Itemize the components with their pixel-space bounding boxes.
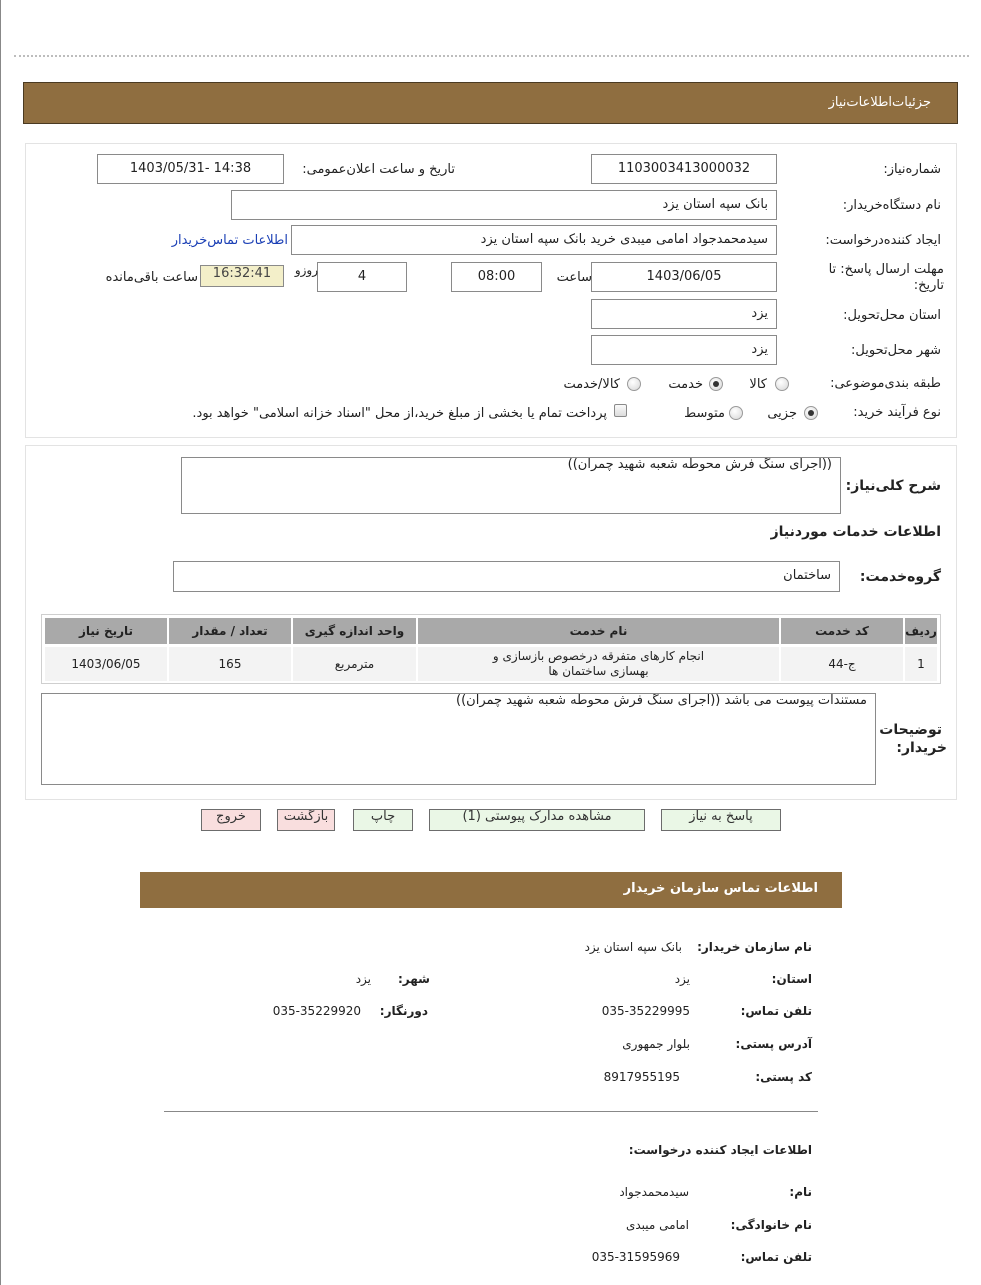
table-cell-row-number: 1 — [905, 647, 937, 681]
treasury-checkbox[interactable] — [614, 404, 627, 417]
contact-address-label: آدرس پستی: — [735, 1037, 812, 1051]
table-cell-need-date: 1403/06/05 — [45, 647, 167, 681]
buyer-org-label: نام دستگاه‌خریدار: — [842, 198, 941, 213]
contact-phone-label: تلفن تماس: — [740, 1004, 812, 1018]
buyer-org-field: بانک سپه استان یزد — [231, 190, 777, 220]
contact-province-value: یزد — [674, 972, 690, 986]
process-option-minor: جزیی — [767, 406, 797, 421]
contact-postal-label: کد پستی: — [755, 1070, 812, 1084]
announce-field: 1403/05/31- 14:38 — [97, 154, 284, 184]
announce-label: تاریخ و ساعت اعلان‌عمومی: — [302, 162, 455, 177]
service-table — [41, 614, 941, 684]
contact-city-value: یزد — [355, 972, 371, 986]
deadline-date-field: 1403/06/05 — [591, 262, 777, 292]
table-cell-quantity: 165 — [169, 647, 291, 681]
creator-info-title: اطلاعات ایجاد کننده درخواست: — [628, 1143, 812, 1157]
need-number-label: شماره‌نیاز: — [883, 162, 941, 177]
top-dotted-divider — [14, 55, 969, 57]
buyer-contact-link[interactable]: اطلاعات تماس‌خریدار — [171, 233, 288, 248]
contact-province-label: استان: — [771, 972, 812, 986]
creator-name-value: سیدمحمدجواد — [619, 1185, 689, 1199]
table-header-quantity: تعداد / مقدار — [169, 618, 291, 644]
service-name-line2: بهسازی ساختمان ها — [548, 664, 649, 678]
table-header-service-name: نام خدمت — [418, 618, 779, 644]
page-header — [23, 82, 958, 124]
contact-org-value: بانک سپه استان یزد — [584, 940, 682, 954]
province-field: یزد — [591, 299, 777, 329]
creator-name-label: نام: — [789, 1185, 812, 1199]
process-radio-minor[interactable] — [804, 406, 818, 420]
table-cell-unit: مترمربع — [293, 647, 416, 681]
table-header-need-date: تاریخ نیاز — [45, 618, 167, 644]
creator-phone-label: تلفن تماس: — [740, 1250, 812, 1264]
general-description-label: شرح کلی‌نیاز: — [845, 478, 941, 494]
category-radio-service[interactable] — [709, 377, 723, 391]
deadline-label: مهلت ارسال پاسخ: تا تاریخ: — [828, 262, 944, 293]
payment-note: پرداخت تمام یا بخشی از مبلغ خرید،از محل "اسناد خزانه اسلامی" خواهد بود. — [192, 406, 607, 421]
days-field: 4 — [317, 262, 407, 292]
contact-fax-value: 035-35229920 — [272, 1004, 361, 1018]
category-option-service: خدمت — [668, 377, 703, 392]
buyer-contact-title: اطلاعات تماس سازمان خریدار — [623, 881, 818, 896]
remaining-time-field: 16:32:41 — [200, 265, 284, 287]
process-label: نوع فرآیند خرید: — [853, 405, 941, 420]
buyer-notes-label-line1: توضیحات — [879, 722, 942, 738]
days-label: روزو — [294, 263, 318, 277]
contact-org-label: نام سازمان خریدار: — [697, 940, 812, 954]
exit-button[interactable]: خروج — [201, 809, 261, 831]
category-radio-goods-service[interactable] — [627, 377, 641, 391]
contact-address-value: بلوار جمهوری — [622, 1037, 690, 1051]
province-label: استان محل‌تحویل: — [843, 308, 941, 323]
services-section-title: اطلاعات خدمات مورد‌نیاز — [770, 524, 941, 540]
contact-divider — [164, 1111, 818, 1112]
buyer-contact-header — [140, 872, 842, 908]
contact-phone-value: 035-35229995 — [601, 1004, 690, 1018]
general-description-field: ((اجرای سنگ فرش محوطه شعبه شهید چمران)) — [181, 457, 841, 514]
left-border — [0, 0, 1, 1285]
buyer-notes-label-line2: خریدار: — [896, 740, 947, 756]
deadline-time-label: ساعت — [556, 270, 592, 285]
table-cell-service-name — [418, 647, 779, 681]
need-number-field: 1103003413000032 — [591, 154, 777, 184]
creator-phone-value: 035-31595969 — [591, 1250, 680, 1264]
page-title: جزئیات‌اطلاعات‌نیاز — [828, 95, 931, 110]
process-option-medium: متوسط — [684, 406, 725, 421]
reply-button[interactable]: پاسخ به نیاز — [661, 809, 781, 831]
category-option-goods-service: کالا/خدمت — [563, 377, 620, 392]
process-radio-medium[interactable] — [729, 406, 743, 420]
table-cell-service-code: ج-44 — [781, 647, 903, 681]
category-label: طبقه بندی‌موضوعی: — [830, 376, 941, 391]
table-header-unit: واحد اندازه گیری — [293, 618, 416, 644]
category-radio-goods[interactable] — [775, 377, 789, 391]
creator-field: سیدمحمدجواد امامی میبدی خرید بانک سپه استان یزد — [291, 225, 777, 255]
deadline-time-field: 08:00 — [451, 262, 542, 292]
creator-label: ایجاد کننده‌درخواست: — [825, 233, 941, 248]
contact-fax-label: دورنگار: — [379, 1004, 428, 1018]
print-button[interactable]: چاپ — [353, 809, 413, 831]
city-field: یزد — [591, 335, 777, 365]
contact-postal-value: 8917955195 — [603, 1070, 680, 1084]
category-option-goods: کالا — [749, 377, 767, 392]
creator-family-label: نام خانوادگی: — [730, 1218, 812, 1232]
buyer-notes-field: مستندات پیوست می باشد ((اجرای سنگ فرش محوطه شعبه شهید چمران)) — [41, 693, 876, 785]
table-header-row-number: ردیف — [905, 618, 937, 644]
contact-city-label: شهر: — [398, 972, 430, 986]
service-name-line1: انجام کارهای متفرقه درخصوص بازسازی و — [492, 649, 705, 663]
view-attachments-button[interactable]: مشاهده مدارک پیوستی (1) — [429, 809, 645, 831]
creator-family-value: امامی میبدی — [625, 1218, 689, 1232]
remaining-time-label: ساعت باقی‌مانده — [105, 270, 198, 285]
city-label: شهر محل‌تحویل: — [851, 343, 941, 358]
service-group-label: گروه‌خدمت: — [859, 569, 941, 585]
service-group-field: ساختمان — [173, 561, 840, 592]
table-header-service-code: کد خدمت — [781, 618, 903, 644]
back-button[interactable]: بازگشت — [277, 809, 335, 831]
